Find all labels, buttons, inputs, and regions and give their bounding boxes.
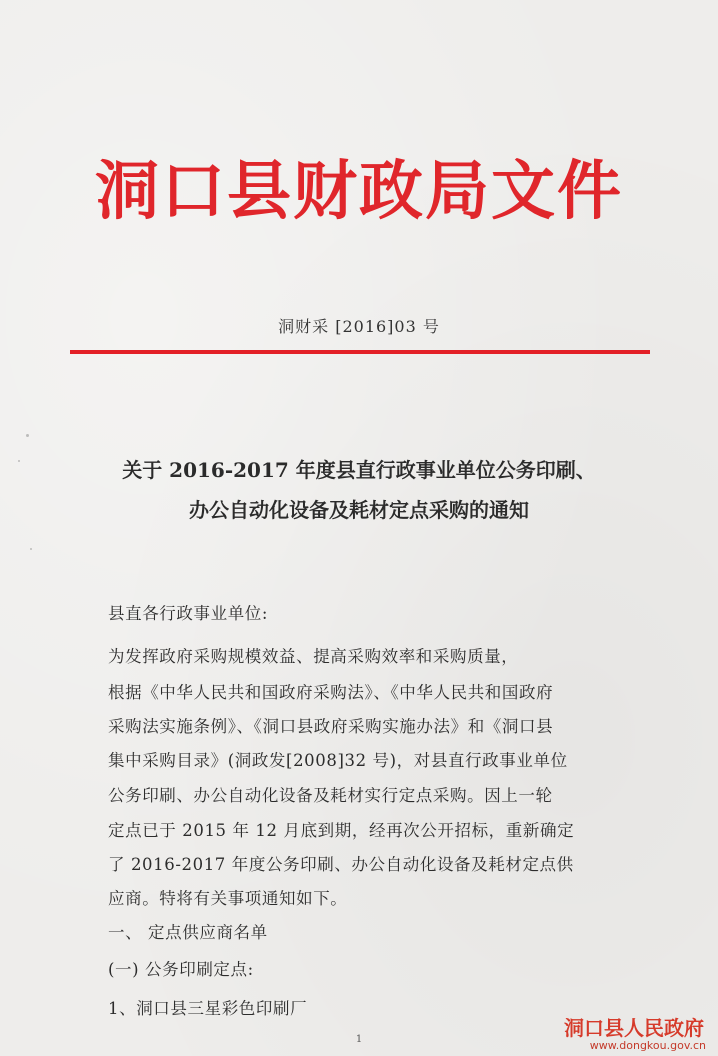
body-line: 为发挥政府采购规模效益、提高采购效率和采购质量， <box>108 647 519 666</box>
salutation: 县直各行政事业单位: <box>108 604 269 623</box>
page-number: 1 <box>355 1034 363 1045</box>
body-line: 根据《中华人民共和国政府采购法》、《中华人民共和国政府 <box>108 683 554 702</box>
scan-speck <box>26 434 29 437</box>
body-line: 定点已于 2015 年 12 月底到期，经再次公开招标，重新确定 <box>108 821 575 840</box>
watermark-site-name: 洞口县人民政府 <box>564 1016 704 1040</box>
body-line: 应商。特将有关事项通知如下。 <box>108 889 348 908</box>
body-line: 公务印刷、办公自动化设备及耗材实行定点采购。因上一轮 <box>108 786 553 805</box>
document-header-title: 洞口县财政局文件 <box>95 154 623 229</box>
body-line: 了 2016-2017 年度公务印刷、办公自动化设备及耗材定点供 <box>108 855 574 874</box>
red-divider-rule <box>70 350 650 354</box>
notice-title-line-2: 办公自动化设备及耗材定点采购的通知 <box>189 498 529 522</box>
subsection-heading: (一) 公务印刷定点: <box>108 960 254 979</box>
body-line: 采购法实施条例》、《洞口县政府采购实施办法》和《洞口县 <box>108 717 554 736</box>
body-line: 集中采购目录》(洞政发[2008]32 号)，对县直行政事业单位 <box>108 751 568 770</box>
document-number: 洞财采 [2016]03 号 <box>278 317 440 336</box>
list-item: 1、洞口县三星彩色印刷厂 <box>108 999 308 1018</box>
watermark-url: www.dongkou.gov.cn <box>589 1039 706 1052</box>
section-heading: 一、 定点供应商名单 <box>108 923 268 942</box>
notice-title-line-1: 关于 2016-2017 年度县直行政事业单位公务印刷、 <box>122 458 596 482</box>
scan-speck <box>18 460 20 462</box>
site-watermark <box>540 1012 718 1052</box>
scan-speck <box>30 548 32 550</box>
